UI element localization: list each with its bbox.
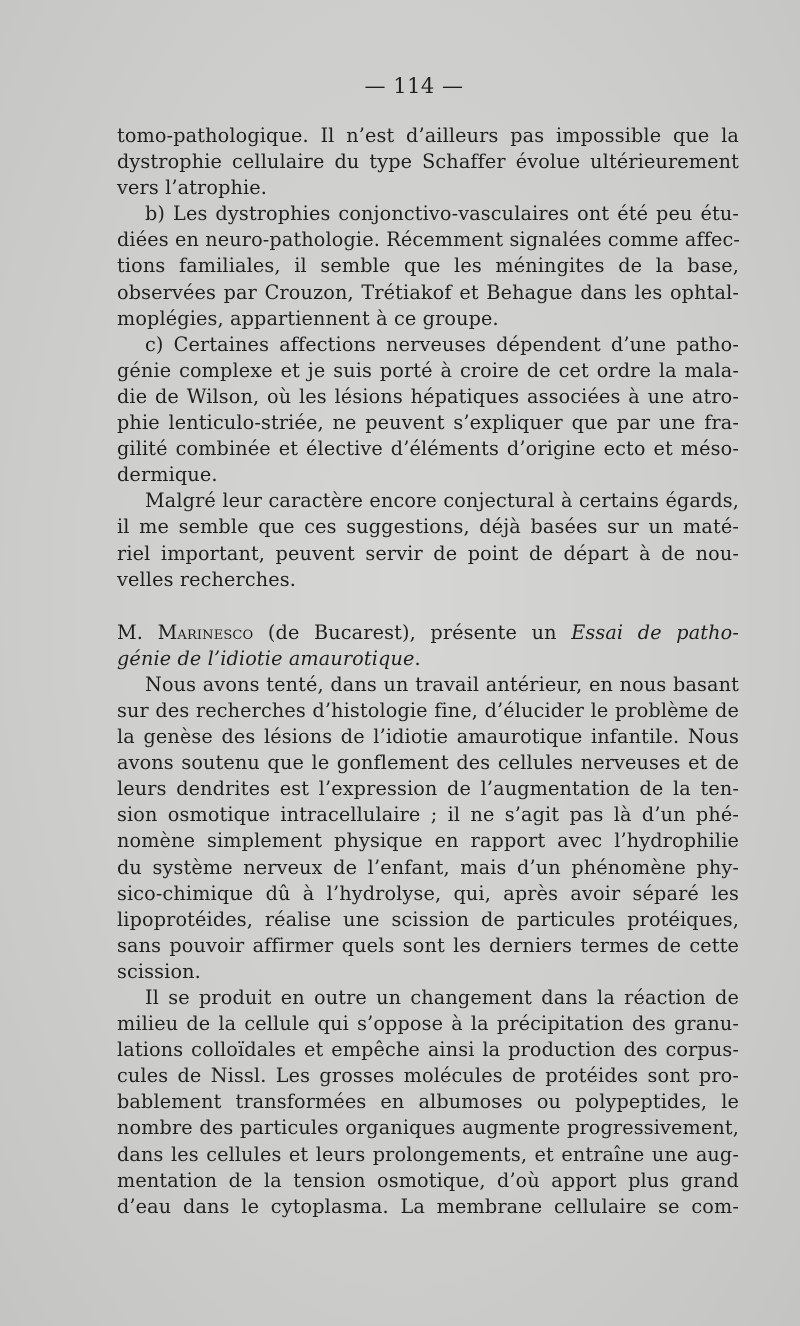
text-line: mentation de la tension osmotique, d’où apport plus grand xyxy=(117,1168,739,1192)
paragraph xyxy=(117,488,739,592)
text-line: observées par Crouzon, Trétiakof et Behague dans les ophtal- xyxy=(117,280,739,304)
text-line: velles recherches. xyxy=(117,567,297,591)
text-line: Il se produit en outre un changement dans la réaction de xyxy=(145,986,739,1009)
paragraph xyxy=(117,201,739,331)
text-line: vers l’atrophie. xyxy=(117,176,268,200)
text-line: du système nerveux de l’enfant, mais d’un phénomène phy- xyxy=(117,855,739,879)
text-line: phie lenticulo-striée, ne peuvent s’expliquer que par une fra- xyxy=(117,411,739,435)
text-line: diées en neuro-pathologie. Récemment signalées comme affec- xyxy=(117,228,741,252)
text-line: cules de Nissl. Les grosses molécules de protéides sont pro- xyxy=(117,1064,739,1088)
heading-mid: (de Bucarest), présente un xyxy=(253,620,572,644)
paragraph xyxy=(117,123,739,201)
text-line: lations colloïdales et empêche ainsi la production des corpus- xyxy=(117,1038,739,1062)
text-line: tions familiales, il semble que les méningites de la base, xyxy=(117,254,739,278)
text-line: dans les cellules et leurs prolongements, et entraîne une aug- xyxy=(117,1142,739,1166)
text-line xyxy=(117,646,739,672)
communication-title: Essai de patho- xyxy=(571,620,740,644)
paragraph xyxy=(117,672,739,985)
heading-prefix: M. xyxy=(117,620,158,644)
page-number: — 114 — xyxy=(364,74,464,98)
text-line: sion osmotique intracellulaire ; il ne s’agit pas là d’un phé- xyxy=(117,803,739,827)
text-line: nombre des particules organiques augmente progressivement, xyxy=(117,1116,739,1140)
text-line: milieu de la cellule qui s’oppose à la précipitation des granu- xyxy=(117,1012,739,1036)
text-line: dermique. xyxy=(117,463,218,487)
text-line: nomène simplement physique en rapport avec l’hydrophilie xyxy=(117,829,739,853)
author-name: Marinesco xyxy=(157,620,254,644)
text-line: b) Les dystrophies conjonctivo-vasculaires ont été peu étu- xyxy=(145,202,739,226)
text-line: génie complexe et je suis porté à croire de cet ordre la mala- xyxy=(117,358,739,382)
heading-end: . xyxy=(414,646,421,670)
text-line xyxy=(117,620,739,646)
text-line: il me semble que ces suggestions, déjà basées sur un maté- xyxy=(117,515,739,539)
text-line: d’eau dans le cytoplasma. La membrane cellulaire se com- xyxy=(117,1194,739,1218)
text-line: die de Wilson, où les lésions hépatiques associées à une atro- xyxy=(117,384,739,408)
text-line: moplégies, appartiennent à ce groupe. xyxy=(117,306,499,330)
text-line: sans pouvoir affirmer quels sont les derniers termes de cette xyxy=(117,933,739,957)
text-line: scission. xyxy=(117,959,201,983)
communication-title: génie de l’idiotie amaurotique xyxy=(117,646,415,670)
text-line: bablement transformées en albumoses ou polypeptides, le xyxy=(117,1090,739,1114)
text-line: avons soutenu que le gonflement des cellules nerveuses et de xyxy=(117,751,739,775)
text-line: dystrophie cellulaire du type Schaffer évolue ultérieurement xyxy=(117,150,739,174)
paragraph xyxy=(117,332,739,489)
text-line: c) Certaines affections nerveuses dépendent d’une patho- xyxy=(145,332,739,356)
text-line: sico-chimique dû à l’hydrolyse, qui, après avoir séparé les xyxy=(117,881,739,905)
text-line: la genèse des lésions de l’idiotie amaurotique infantile. Nous xyxy=(117,725,739,749)
section-gap xyxy=(117,593,739,620)
text-line: gilité combinée et élective d’éléments d’origine ecto et méso- xyxy=(117,437,739,461)
text-line: Nous avons tenté, dans un travail antérieur, en nous basant xyxy=(145,672,739,696)
body-text xyxy=(117,123,739,1220)
text-line: Malgré leur caractère encore conjectural à certains égards, xyxy=(145,489,739,513)
text-line: sur des recherches d’histologie fine, d’élucider le problème de xyxy=(117,698,739,722)
text-line: leurs dendrites est l’expression de l’augmentation de la ten- xyxy=(117,777,739,801)
paragraph xyxy=(117,985,739,1220)
communication-heading xyxy=(117,620,739,672)
text-line: lipoprotéides, réalise une scission de particules protéiques, xyxy=(117,907,739,931)
text-line: riel important, peuvent servir de point de départ à de nou- xyxy=(117,541,739,565)
text-line: tomo-pathologique. Il n’est d’ailleurs pas impossible que la xyxy=(117,124,739,147)
